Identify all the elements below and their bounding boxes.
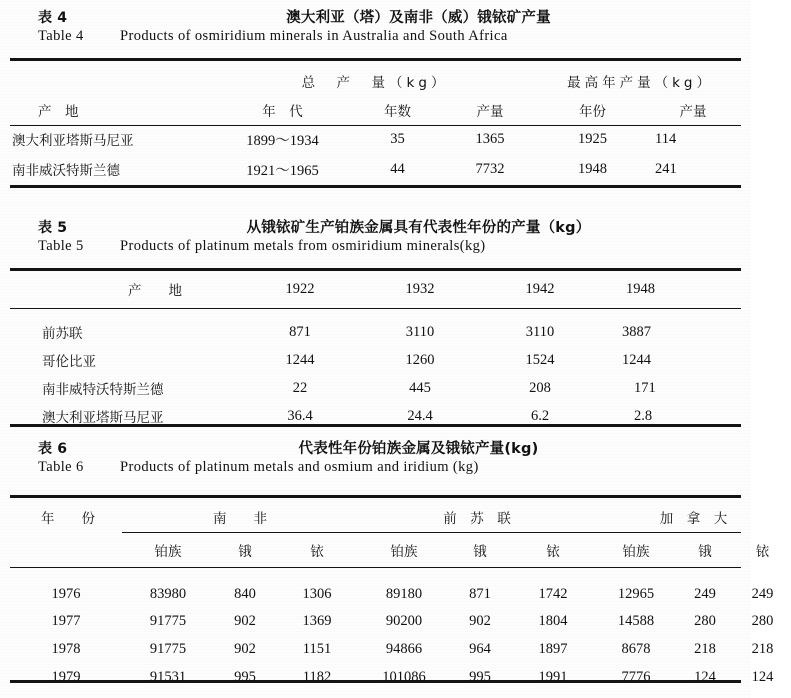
table-4-r0-peak-year: 1925: [578, 130, 608, 147]
table-4-caption-cn: [0, 6, 751, 28]
table-6-r0-sa-1: 840: [234, 585, 256, 602]
table-5-title-cn: 从锇铱矿生产铂族金属具有代表性年份的产量（kg）: [246, 220, 591, 236]
table-4-r1-years: 44: [390, 160, 405, 177]
table-6-r3-ussr-1: 995: [469, 668, 491, 685]
table-6-r0-sa-0: 83980: [149, 585, 187, 602]
table-6-sa-platinum-group: 铂族: [154, 544, 182, 560]
table-5-top-rule: [10, 268, 741, 271]
table-5-r1-v2: 1524: [525, 351, 555, 368]
table-6-sa-osmium: 锇: [238, 544, 252, 560]
table-4-col-peak-output: 产量: [679, 103, 707, 120]
table-4-r0-origin: 澳大利亚塔斯马尼亚: [12, 133, 134, 149]
table-row: [10, 304, 741, 318]
table-6-group-canada: 加 拿 大: [659, 510, 728, 527]
table-row: [10, 374, 741, 402]
table-6-group-ussr: 前 苏 联: [443, 510, 511, 527]
table-4-r0-peak-output: 114: [655, 130, 677, 147]
table-6-ussr-osmium: 锇: [473, 544, 487, 560]
table-4-caption-en: [0, 28, 751, 50]
table-6-r0-ca-0: 12965: [617, 585, 655, 602]
table-5-r3-v2: 6.2: [530, 407, 550, 424]
table-6-r0-ca-1: 249: [694, 585, 716, 602]
table-6-ca-iridium: 铱: [755, 544, 770, 560]
table-6-r2-ca-1: 218: [694, 640, 716, 657]
table-5-col-1932: 1932: [405, 280, 435, 297]
table-5-r0-origin: 前苏联: [42, 326, 83, 342]
table-5-label-en: Table 5: [38, 238, 84, 254]
table-4-r1-peak-output: 241: [655, 160, 677, 177]
table-4-group-peak-output: 最高年产量（kg）: [567, 74, 714, 91]
table-6-r2-ussr-2: 1897: [538, 640, 568, 657]
table-row: [10, 318, 741, 346]
table-5: [10, 274, 741, 430]
table-4-r0-years: 35: [390, 130, 405, 147]
table-6-label-cn: 表 6: [38, 441, 68, 457]
table-4-r0-output: 1365: [475, 130, 505, 147]
table-4: [10, 66, 741, 184]
table-6-title-cn: 代表性年份铂族金属及锇铱产量(kg): [298, 441, 539, 457]
table-6-r2-ca-0: 8678: [621, 640, 651, 657]
table-6-r3-sa-1: 995: [234, 668, 256, 685]
table-5-r1-origin: 哥伦比亚: [42, 354, 96, 370]
table-4-label-cn: 表 4: [38, 10, 68, 26]
table-6-r3-ca-1: 124: [694, 668, 716, 685]
table-6-group-south-africa: 南 非: [213, 510, 267, 527]
table-4-col-origin: 产 地: [38, 103, 79, 120]
table-6-r3-sa-0: 91531: [149, 668, 187, 685]
table-5-r1-v1: 1260: [405, 351, 435, 368]
table-row: [10, 154, 741, 184]
table-6-ca-osmium: 锇: [698, 544, 712, 560]
table-6-caption-cn: [0, 437, 751, 459]
table-5-r0-v0: 871: [289, 323, 311, 340]
table-4-r1-period: 1921～1965: [246, 162, 319, 179]
table-5-r1-v0: 1244: [285, 351, 315, 368]
table-6-r1-ussr-2: 1804: [538, 612, 568, 629]
table-6-col-year: 年 份: [41, 510, 95, 527]
table-row: [10, 567, 791, 581]
table-6-label-en: Table 6: [38, 459, 84, 475]
table-6-r1-sa-2: 1369: [302, 612, 332, 629]
table-5-r3-v3: 2.8: [634, 407, 653, 424]
table-6-r3-year: 1979: [51, 668, 81, 685]
table-5-r0-v2: 3110: [525, 323, 555, 340]
table-4-r1-output: 7732: [475, 160, 505, 177]
table-6-r0-ussr-2: 1742: [538, 585, 568, 602]
table-4-label-en: Table 4: [38, 28, 84, 44]
table-4-r0-period: 1899～1934: [246, 132, 319, 149]
table-6-r1-ussr-1: 902: [469, 612, 491, 629]
table-5-col-origin: 产 地: [128, 283, 182, 299]
table-6-r0-sa-2: 1306: [302, 585, 332, 602]
table-6-r2-sa-0: 91775: [149, 640, 187, 657]
table-6-ussr-platinum-group: 铂族: [390, 544, 418, 560]
table-4-col-output: 产量: [476, 103, 504, 120]
table-5-r3-v1: 24.4: [407, 407, 433, 424]
table-5-block: [0, 216, 751, 260]
table-6-r3-ussr-0: 101086: [382, 668, 426, 685]
table-6-r1-sa-0: 91775: [149, 612, 187, 629]
table-6-r0-ussr-0: 89180: [385, 585, 423, 602]
table-row: [10, 346, 741, 374]
table-6-r3-ussr-2: 1991: [538, 668, 568, 685]
table-6-subheader-row: [10, 533, 791, 567]
table-row: [10, 607, 791, 635]
table-6-r3-sa-2: 1182: [302, 668, 332, 685]
table-6-r2-year: 1978: [51, 640, 81, 657]
table-6-r0-ussr-1: 871: [469, 585, 491, 602]
table-5-r1-v3: 1244: [622, 351, 651, 368]
table-6-r1-ca-1: 280: [694, 612, 716, 629]
table-row: [10, 581, 791, 607]
table-row: [10, 124, 741, 154]
table-6-title-en: Products of platinum metals and osmium and iridium (kg): [120, 459, 479, 475]
table-4-group-header-row: [10, 66, 741, 95]
table-6-group-header-row: [10, 500, 791, 533]
table-row: [10, 635, 791, 663]
table-6-ussr-iridium: 铱: [546, 544, 560, 560]
table-5-r3-origin: 澳大利亚塔斯马尼亚: [42, 410, 164, 426]
table-4-block: [0, 6, 751, 50]
table-6-r0-year: 1976: [51, 585, 81, 602]
table-4-column-header-row: [10, 95, 741, 124]
table-6-block: [0, 437, 751, 481]
table-4-col-years: 年数: [384, 103, 411, 120]
table-5-r2-v0: 22: [292, 379, 308, 396]
table-5-r0-v1: 3110: [405, 323, 435, 340]
table-4-col-peak-year: 年份: [579, 103, 607, 120]
table-4-title-cn: 澳大利亚（塔）及南非（威）锇铱矿产量: [286, 10, 551, 26]
table-6-r3-ca-0: 7776: [621, 668, 651, 685]
table-6-r2-sa-2: 1151: [302, 640, 332, 657]
table-5-column-header-row: [10, 274, 741, 304]
table-4-bottom-rule: [10, 185, 741, 188]
table-row: [10, 402, 741, 430]
table-row: [10, 663, 791, 691]
table-5-r2-v2: 208: [529, 379, 551, 396]
table-5-r3-v0: 36.4: [287, 407, 313, 424]
table-4-r1-peak-year: 1948: [578, 160, 608, 177]
table-6-sa-iridium: 铱: [310, 544, 324, 560]
table-6-ca-platinum-group: 铂族: [622, 544, 650, 560]
table-4-col-period: 年 代: [262, 103, 303, 120]
table-5-r0-v3: 3887: [622, 323, 651, 340]
table-6-r3-ca-2: 124: [751, 668, 774, 685]
table-5-col-1922: 1922: [285, 280, 315, 297]
table-6-r1-ussr-0: 90200: [385, 612, 423, 629]
table-5-r2-origin: 南非威特沃特斯兰德: [42, 382, 164, 398]
table-6-r1-ca-2: 280: [751, 612, 774, 629]
table-6-r2-ussr-0: 94866: [385, 640, 423, 657]
table-6-r2-ussr-1: 964: [469, 640, 491, 657]
table-5-caption-en: [0, 238, 751, 260]
table-6-r1-year: 1977: [51, 612, 81, 629]
table-5-col-1948: 1948: [626, 280, 655, 297]
table-5-r2-v3: 171: [634, 379, 656, 396]
table-4-group-total-output: 总 产 量（kg）: [301, 74, 449, 91]
table-4-r1-origin: 南非威沃特斯兰德: [12, 163, 120, 179]
table-5-caption-cn: [0, 216, 751, 238]
table-6-r2-ca-2: 218: [751, 640, 774, 657]
table-6: [10, 500, 791, 691]
table-6-caption-en: [0, 459, 751, 481]
table-4-title-en: Products of osmiridium minerals in Australia and South Africa: [120, 28, 508, 44]
table-5-col-1942: 1942: [525, 280, 555, 297]
table-6-r0-ca-2: 249: [751, 585, 774, 602]
table-5-label-cn: 表 5: [38, 220, 68, 236]
table-6-r2-sa-1: 902: [234, 640, 256, 657]
table-6-r1-ca-0: 14588: [617, 612, 655, 629]
table-4-top-rule: [10, 58, 741, 61]
table-5-title-en: Products of platinum metals from osmiridium minerals(kg): [120, 238, 486, 254]
table-5-r2-v1: 445: [409, 379, 431, 396]
table-6-top-rule: [10, 495, 741, 498]
table-6-r1-sa-1: 902: [234, 612, 256, 629]
